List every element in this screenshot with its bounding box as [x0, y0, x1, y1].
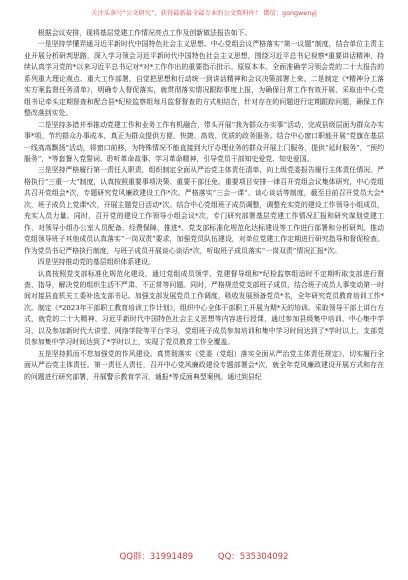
header-banner: 关注头条号“公文研究”，获得最新最全最专业的公文资料库！ 微信：gongwenyj	[91, 10, 317, 17]
qq-group-label: QQ群：	[119, 552, 150, 562]
paragraph-4-heading: 四是坚持推动党的基层组织体系建设。	[37, 258, 155, 267]
qq-contact-value: 535304092	[239, 552, 289, 562]
paragraph-1: 一是坚持学懂弄通习近平新时代中国特色社会主义思想。中心党组会议严格落实“第一议题”制度，结合单位主责主业开展分析研判思路，深入学习领会习近平新时代中国特色社会主义思想，围绕习近平总书记视察*重要讲话精神，持续认真学习党的*以来习近平总书记对*对*工作作出的重要指示批示。原原本本、全面准确学习领会党的二十大报告的系列重大理论观点、重大工作部署，自觉把思想和行动统一到讲话精神和会议决策部署上来。二是制定《*精神分工落实方案监督任务清单》，明确专人督促落实，就贯彻落实情况跟踪事度上报，为确保日常工作有效开展，采取由中心党组书记牵头定期督查和配合县*纪检监察组每月监督督查的方式相结合，针对存在的问题进行定期跟踪问题，确保工作整改落到实处。	[24, 40, 384, 118]
paragraph-4-body: 认真按照党支部标准化规范化建设，通过党组成员领学，党建督导组和*纪检监察组适时不定期听取支部进行督查、指导，解决党的组织生活不严肃、不正常等问题。同时，严格规范党支部班子成员，结合班子成员人事变动第一时间对接县直机关工委补选支部书记。加强支部发展党员工作调度，吸收发展预备党员*名，全年研究党员教育培训工作*次。制定《*2023年干部职工教育培训工作计划》，组织中心全体干部职工开展为期*天的培训。采取领导干部上讲台方式，就党的二十大精神、习近平新时代中国特色社会主义思想等内容进行授课，通过参加县级集中培训、中心集中学习，以及参加新时代大讲堂、网络学院等平台学习，党组班子成员参加培训和集中学习时间达到了*学时以上，支部党员参加集中学习时间达到了*学时以上，实现了党员教育工作全覆盖。	[24, 269, 384, 347]
footer-contact	[0, 550, 408, 562]
qq-group	[120, 552, 194, 562]
qq-group-value: 31991489	[149, 552, 194, 562]
paragraph-3: 三是坚持严格履行第一责任人职责，组织制定全面从严治党主体责任清单，向上级党委报告履行主体责任情况。严格执行“三重一大”制度，认真按照重要事项决策、重要干部任免、重要项目安排一律召开党组会议集体研究，中心党组共召开党组会*次，专题研究党风廉政建设工作*次。严格落实“三会一课”、谈心谈话等制度，截至目前召开党员大会*次，班子成员上党课*次，开展主题党日活动*次。结合中心党组班子成员调整，调整充实党的建设工作领导小组成员，充实人员力量。同时，召开党的建设工作领导小组会议*次，专门研究部署基层党建工作情况汇报和研究谋划党建工作，对领导小组办公室人员配备、经费保障、推进*、党支部标准化规范化达标建设等工作进行部署和分析研判。推动党组领导班子其他成员认真落实“一岗双责”要求，加强党员队伍建设，对单位党建工作定期进行研究指导和督促检查。作为党员书记严格执行制度，与班子成员开展谈心谈话*次，听取班子成员落实“一岗双责”情况汇报*次。	[24, 166, 384, 255]
paragraph-2: 二是坚持多措并举推动党建工作和业务工作有机融合，带头开展“我为群众办实事”活动，完成县级层面为群众办实事*项、节约群众办事成本，真正为群众提供方便、快捷、高效、优质的政务服务。结合中心窗口职能开展“党旗在基层一线高高飘扬”活动，将窗口前移，为特殊情况不能直接到大厅办理业务的群众开展上门服务，提供“延时服务”，“预约服务”，*等套餐入党誓词、聆听革命故事、学习革命精神，引导党员干部知史爱党、知史爱国。	[24, 120, 384, 163]
document-body	[24, 28, 384, 383]
paragraph-5: 五是坚持抓而不怠加强党的作风建设。真贯彻落实《党委（党组）落实全面从严治党主体责任规定》，切实履行全面从严治党主体责任。第一责任人责任，召开中心党风廉政建设专题部署会*次，就全年党风廉政建设开展方式和存在的问题进行研究部署，开展警示教育学习，通报*等反面典型案例。通过到县纪	[24, 349, 384, 381]
paragraph-intro: 根据会议安排，现将基层党建工作情况亮点工作及创新做法报告如下。	[37, 29, 252, 37]
qq-contact	[218, 552, 289, 562]
qq-contact-label: QQ：	[217, 552, 240, 562]
